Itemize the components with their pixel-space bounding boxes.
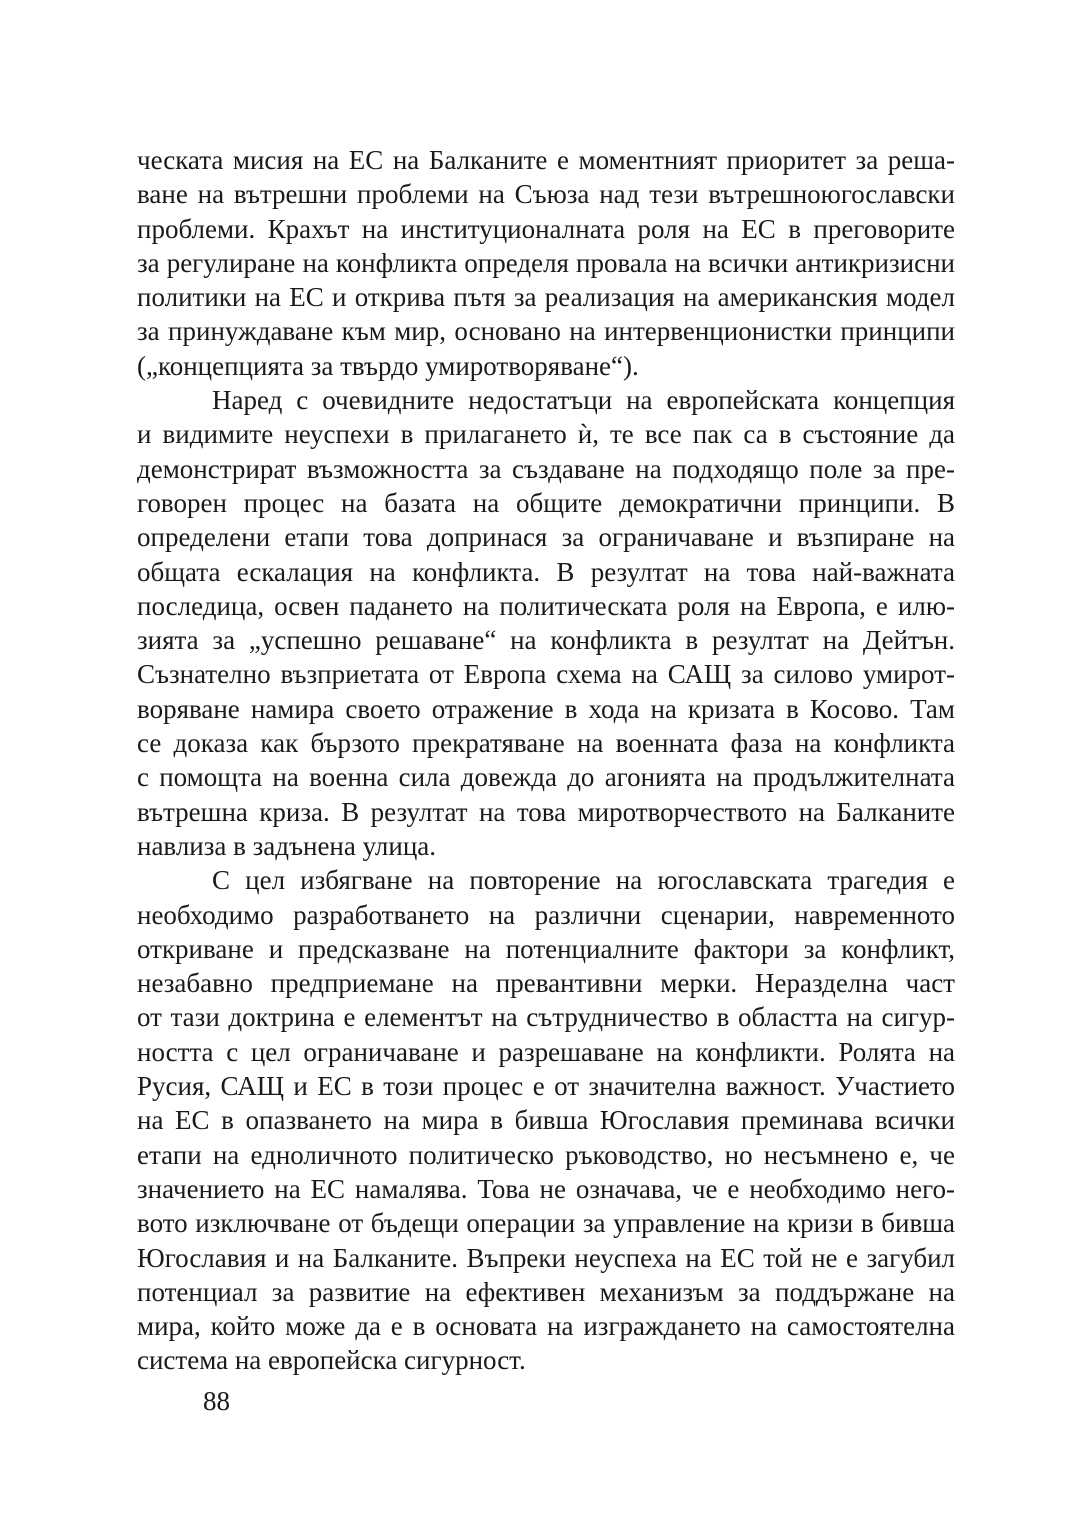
paragraph	[137, 143, 955, 383]
text-line: ческата мисия на ЕС на Балканите е моментният приоритет за реша-	[137, 145, 955, 175]
text-line: Наред с очевидните недостатъци на европейската концепция	[212, 385, 955, 416]
text-line: Югославия и на Балканите. Въпреки неуспеха на ЕС той не е загубил	[137, 1242, 955, 1273]
text-line: на ЕС в опазването на мира в бивша Югославия преминава всички	[137, 1105, 955, 1136]
text-line: вътрешна криза. В резултат на това миротворчеството на Балканите	[137, 796, 955, 827]
text-line: определени етапи това допринася за ограничаване и възпиране на	[137, 522, 955, 553]
text-line: зията за „успешно решаване“ на конфликта в резултат на Дейтън.	[137, 625, 955, 656]
text-line: мира, който може да е в основата на изграждането на самостоятелна	[137, 1311, 955, 1342]
text-line: потенциал за развитие на ефективен механизъм за поддържане на	[137, 1276, 955, 1307]
text-line: незабавно предприемане на превантивни мерки. Неразделна част	[137, 968, 955, 999]
text-line: общата ескалация на конфликта. В резултат на това най-важната	[137, 556, 955, 587]
paragraph	[137, 863, 955, 1377]
text-line: етапи на едноличното политическо ръководство, но несъмнено е, че	[137, 1139, 955, 1170]
text-line: Съзнателно възприетата от Европа схема на САЩ за силово умирот-	[137, 659, 955, 690]
paragraph	[137, 383, 955, 863]
page-number: 88	[203, 1386, 230, 1416]
body-text	[137, 143, 955, 1378]
text-line: последица, освен падането на политическата роля на Европа, е илю-	[137, 590, 955, 621]
text-line: ността с цел ограничаване и разрешаване на конфликти. Ролята на	[137, 1036, 955, 1067]
text-line: политики на ЕС и открива пътя за реализация на американския модел	[137, 282, 955, 313]
text-line: за принуждаване към мир, основано на интервенционистки принципи	[137, 316, 955, 347]
text-line: Русия, САЩ и ЕС в този процес е от значителна важност. Участието	[137, 1071, 955, 1102]
text-line: демонстрират възможността за създаване на подходящо поле за пре-	[137, 453, 955, 484]
text-line: („концепцията за твърдо умиротворяване“).	[137, 350, 639, 381]
text-line: с помощта на военна сила довежда до агонията на продължителната	[137, 762, 955, 793]
text-line: откриване и предсказване на потенциалните фактори за конфликт,	[137, 933, 955, 964]
text-line: за регулиране на конфликта определя провала на всички антикризисни	[137, 247, 955, 278]
text-line: С цел избягване на повторение на югославската трагедия е	[212, 865, 955, 896]
text-line: значението на ЕС намалява. Това не означава, че е необходимо него-	[137, 1173, 955, 1204]
text-line: от тази доктрина е елементът на сътрудничество в областта на сигур-	[137, 1002, 955, 1033]
text-line: необходимо разработването на различни сценарии, навременното	[137, 899, 955, 930]
text-line: проблеми. Крахът на институционалната роля на ЕС в преговорите	[137, 213, 955, 244]
text-line: система на европейска сигурност.	[137, 1345, 526, 1376]
text-line: навлиза в задънена улица.	[137, 830, 437, 861]
text-line: воряване намира своето отражение в хода на кризата в Косово. Там	[137, 693, 955, 724]
text-line: се доказа как бързото прекратяване на военната фаза на конфликта	[137, 728, 955, 759]
text-line: и видимите неуспехи в прилагането ѝ, те все пак са в състояние да	[137, 419, 955, 450]
text-line: ване на вътрешни проблеми на Съюза над тези вътрешноюгославски	[137, 179, 955, 210]
text-line: говорен процес на базата на общите демократични принципи. В	[137, 487, 955, 518]
text-line: вото изключване от бъдещи операции за управление на кризи в бивша	[137, 1208, 955, 1239]
